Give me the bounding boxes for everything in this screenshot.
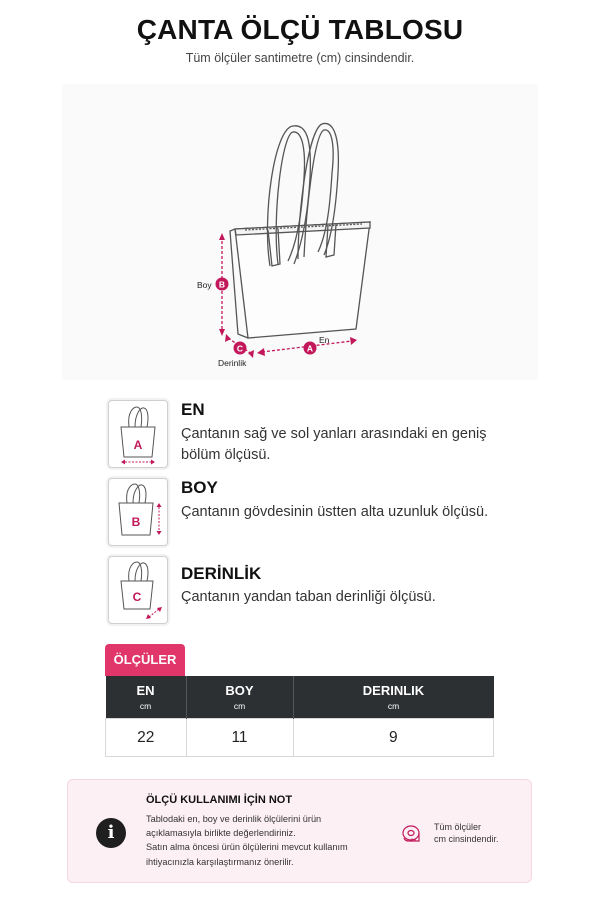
derinlik-description: Çantanın yandan taban derinliği ölçüsü.	[181, 589, 436, 605]
boy-description: Çantanın gövdesinin üstten alta uzunluk ölçüsü.	[181, 504, 489, 520]
table-row	[106, 719, 494, 757]
en-description: Çantanın sağ ve sol yanları arasındaki en geniş bölüm ölçüsü.	[181, 426, 487, 463]
bag-boy-icon	[109, 479, 167, 545]
note-title: ÖLÇÜ KULLANIMI İÇİN NOT	[146, 794, 293, 806]
boy-dimension-label: Boy	[197, 280, 212, 290]
derinlik-title: DERİNLİK	[181, 564, 262, 583]
value-derinlik: 9	[293, 719, 494, 757]
measuring-tape-icon	[401, 822, 425, 846]
note-body: Tablodaki en, boy ve derinlik ölçülerini ürün açıklamasıyla birlikte değerlendiriniz. Satın alma öncesi ürün ölçülerini mevcut kullanım ihtiyacınızla karşılaştırmanız önerilir.	[146, 814, 348, 867]
page-subtitle: Tüm ölçüler santimetre (cm) cinsindendir.	[185, 51, 415, 65]
bag-derinlik-icon	[109, 557, 167, 623]
boy-thumbnail	[108, 478, 168, 546]
marker-a-label: A	[306, 343, 314, 354]
svg-text:C: C	[132, 590, 142, 604]
marker-c-label: C	[236, 343, 244, 354]
size-table	[105, 676, 494, 757]
svg-text:B: B	[131, 515, 141, 529]
bag-dimension-diagram	[190, 118, 380, 368]
derinlik-thumbnail	[108, 556, 168, 624]
value-en: 22	[106, 719, 187, 757]
en-title: EN	[181, 400, 205, 419]
en-dimension-label: En	[319, 335, 330, 345]
marker-b-label: B	[218, 279, 226, 290]
olculer-badge: ÖLÇÜLER	[105, 644, 185, 676]
bag-en-icon	[109, 401, 167, 467]
column-header-boy: BOY cm	[186, 676, 293, 719]
page-title: ÇANTA ÖLÇÜ TABLOSU	[136, 14, 464, 45]
usage-note	[67, 779, 532, 883]
boy-title: BOY	[181, 478, 218, 497]
derinlik-dimension-label: Derinlik	[218, 358, 247, 368]
column-header-en: EN cm	[106, 676, 187, 719]
en-thumbnail	[108, 400, 168, 468]
column-header-derinlik: DERINLIK cm	[293, 676, 494, 719]
note-side-text: Tüm ölçüler cm cinsindendir.	[434, 822, 499, 844]
svg-text:A: A	[133, 438, 143, 452]
info-icon: i	[96, 818, 126, 848]
value-boy: 11	[186, 719, 293, 757]
